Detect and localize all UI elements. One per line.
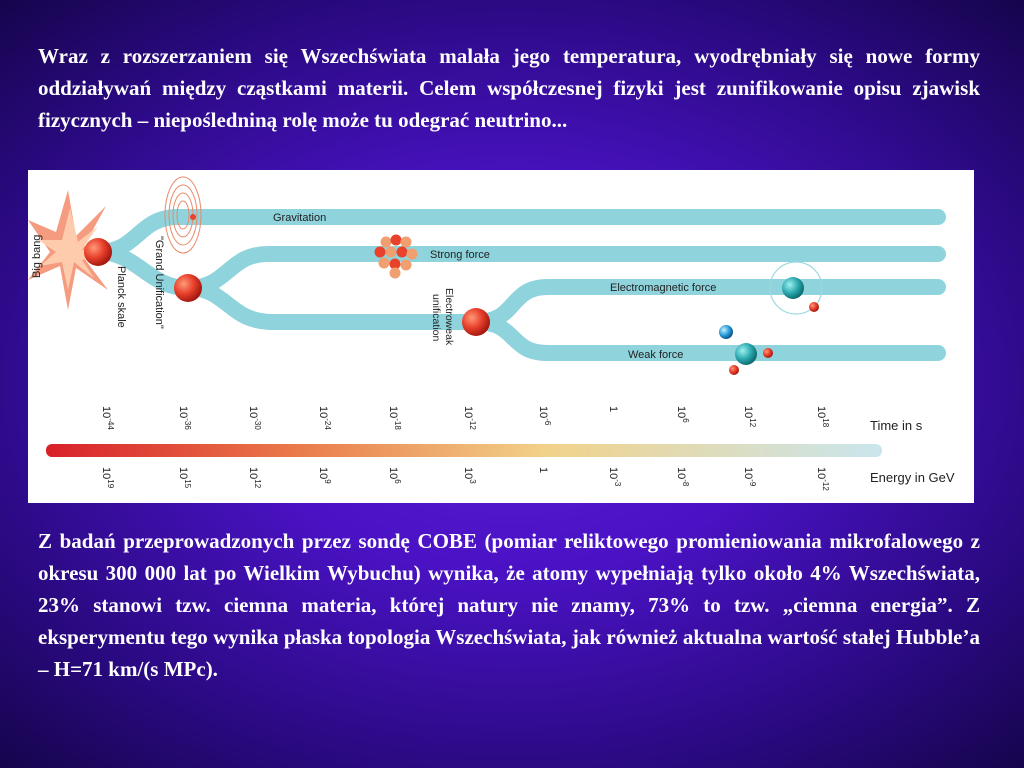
time-tick-5: $10^{-12}$ xyxy=(462,406,477,430)
grand-unification-ball xyxy=(174,274,202,302)
time-tick-0: $10^{-44}$ xyxy=(100,406,115,430)
time-tick-8: $10^6$ xyxy=(675,406,690,423)
time-tick-9: $10^{12}$ xyxy=(742,406,757,428)
energy-tick-5: $10^3$ xyxy=(462,467,477,484)
time-tick-3: $10^{-24}$ xyxy=(317,406,332,430)
energy-axis-ticks xyxy=(100,467,830,491)
energy-axis-label: Energy in GeV xyxy=(870,470,955,485)
time-tick-7: 1 xyxy=(607,406,619,413)
energy-tick-10: $10^{-12}$ xyxy=(815,467,830,491)
cobe-paragraph: Z badań przeprowadzonych przez sondę COBE (pomiar reliktowego promieniowania mikrofalowego z okresu 300 000 lat po Wielkim Wybuchu) wynika, że atomy wypełniają tylko około 4% Wszechświata, 23% stanowi tzw. ciemna materia, której natury nie znamy, 73% to tzw. „ciemna energia”. Z eksperymentu tego wynika płaska topologia Wszechświata, jak również aktualna wartość stałej Hubble’a – H=71 km/(s MPc). xyxy=(38,529,980,681)
weak-force-label: Weak force xyxy=(628,349,684,361)
gravitation-label: Gravitation xyxy=(273,212,327,224)
big-bang-label: Big bang xyxy=(31,234,43,278)
energy-tick-3: $10^9$ xyxy=(317,467,332,484)
electroweak-label-1: Electroweak xyxy=(443,288,455,346)
strong-force-label: Strong force xyxy=(430,249,490,261)
time-tick-6: $10^{-6}$ xyxy=(537,406,552,426)
energy-tick-7: $10^{-3}$ xyxy=(607,467,622,487)
energy-tick-2: $10^{12}$ xyxy=(247,467,262,489)
electroweak-ball xyxy=(462,308,490,336)
time-axis-label: Time in s xyxy=(870,418,923,433)
force-unification-diagram xyxy=(28,170,974,503)
energy-tick-1: $10^{15}$ xyxy=(177,467,192,489)
electromagnetic-force-label: Electromagnetic force xyxy=(610,282,717,294)
grand-unification-label: "Grand Unification" xyxy=(153,236,165,329)
energy-tick-9: $10^{-9}$ xyxy=(742,467,757,487)
time-tick-10: $10^{18}$ xyxy=(815,406,830,428)
temperature-color-bar xyxy=(46,444,882,457)
intro-paragraph: Wraz z rozszerzaniem się Wszechświata malała jego temperatura, wyodrębniały się nowe formy oddziaływań między cząstkami materii. Celem współczesnej fizyki jest zunifikowanie opisu zjawisk fizycznych – niepośledniną rolę może tu odegrać neutrino... xyxy=(38,44,980,132)
energy-tick-0: $10^{19}$ xyxy=(100,467,115,489)
planck-label: Planck skale xyxy=(115,266,127,328)
graviton-dot xyxy=(190,214,196,220)
energy-tick-6: 1 xyxy=(537,467,549,474)
time-axis-ticks xyxy=(100,406,830,430)
energy-tick-4: $10^6$ xyxy=(387,467,402,484)
time-tick-4: $10^{-18}$ xyxy=(387,406,402,430)
force-branches xyxy=(98,217,938,353)
planck-ball xyxy=(84,238,112,266)
time-tick-1: $10^{-36}$ xyxy=(177,406,192,430)
electroweak-label-2: unification xyxy=(430,294,442,342)
energy-tick-8: $10^{-8}$ xyxy=(675,467,690,487)
time-tick-2: $10^{-30}$ xyxy=(247,406,262,430)
